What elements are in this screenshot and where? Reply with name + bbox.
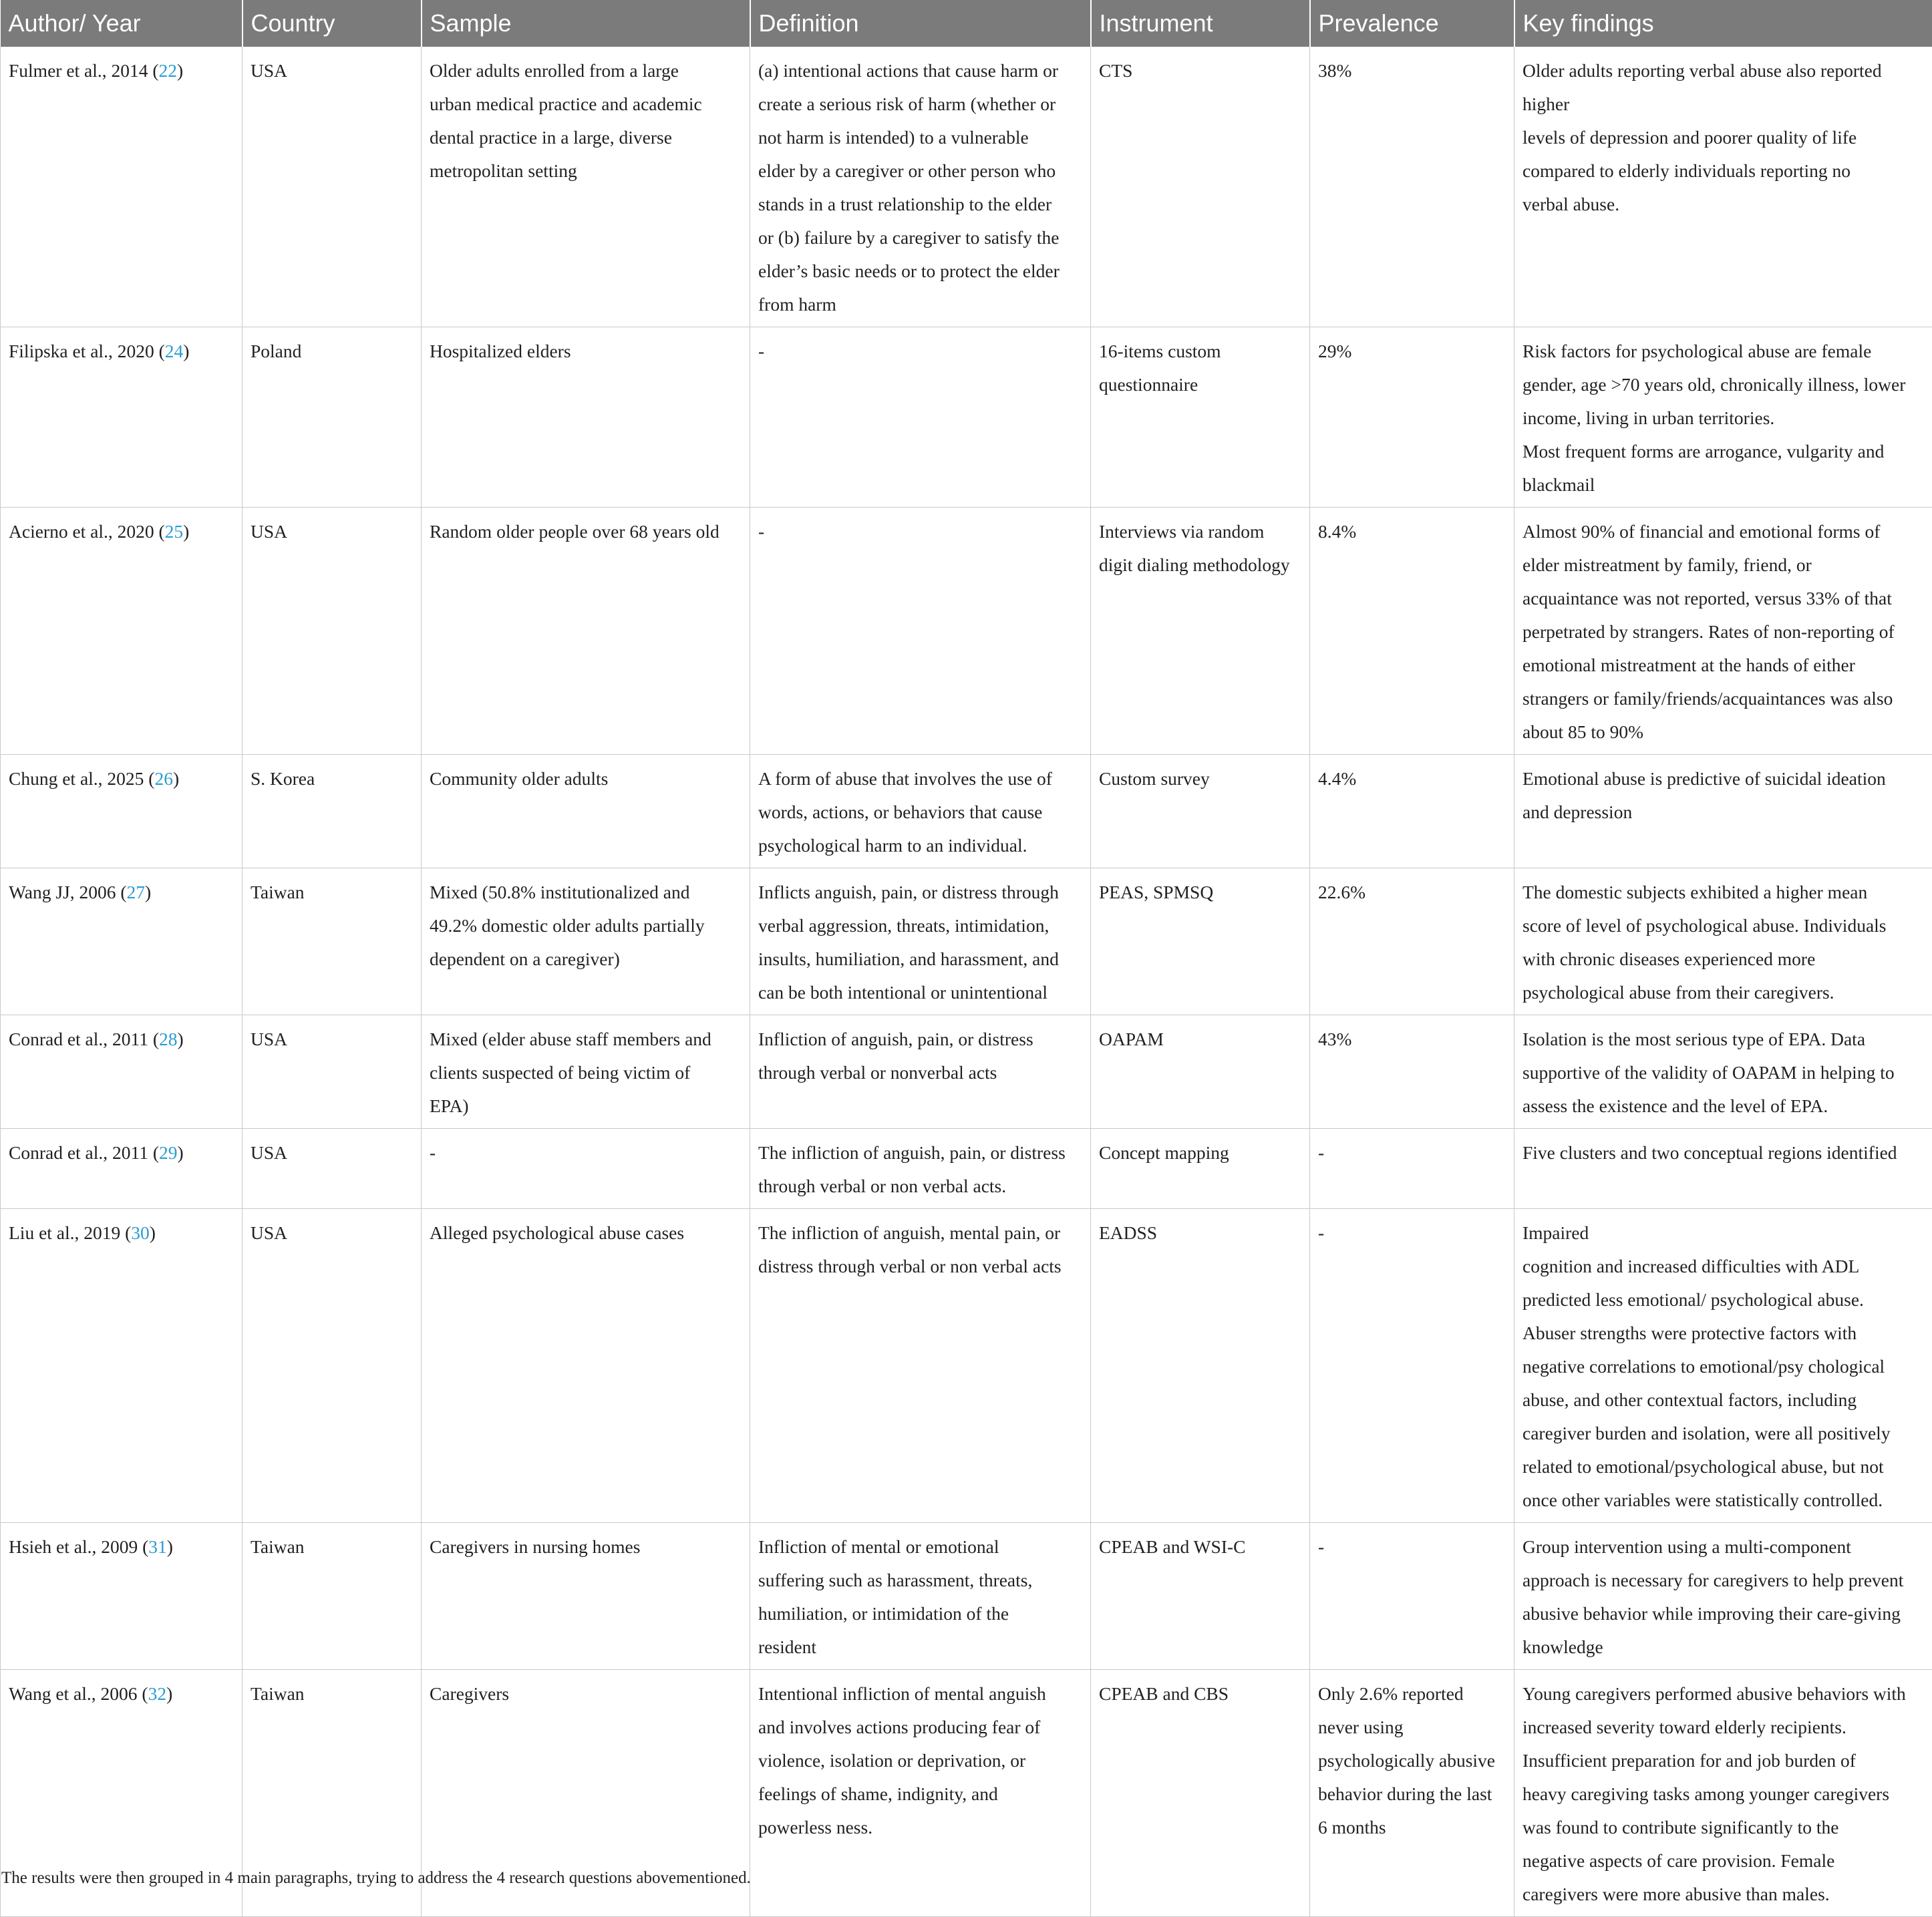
text-line: increased severity toward elderly recipients. <box>1522 1711 1924 1744</box>
text-line: Intentional infliction of mental anguish <box>758 1677 1082 1711</box>
cell-key-findings <box>1514 1015 1932 1129</box>
table-row <box>1 1209 1932 1523</box>
text-line: Five clusters and two conceptual regions identified <box>1522 1136 1924 1170</box>
text-line: Older adults reporting verbal abuse also reported <box>1522 54 1924 88</box>
text-line: Community older adults <box>430 762 742 796</box>
text-line: Caregivers <box>430 1677 742 1711</box>
text-line: emotional mistreatment at the hands of either <box>1522 649 1924 682</box>
cell-definition <box>750 1129 1091 1209</box>
table-row <box>1 1015 1932 1129</box>
text-line: Hospitalized elders <box>430 335 742 368</box>
text-line: through verbal or non verbal acts. <box>758 1170 1082 1203</box>
text-line: The infliction of anguish, mental pain, or <box>758 1216 1082 1250</box>
reference-link[interactable]: 22 <box>159 60 178 81</box>
text-line: can be both intentional or unintentional <box>758 976 1082 1009</box>
cell-prevalence <box>1310 508 1514 755</box>
text-line: distress through verbal or non verbal acts <box>758 1250 1082 1283</box>
text-line: - <box>1318 1530 1506 1564</box>
text-line: elder by a caregiver or other person who <box>758 154 1082 188</box>
table-row <box>1 755 1932 868</box>
table-body <box>1 47 1932 1917</box>
text-line: negative aspects of care provision. Female <box>1522 1844 1924 1878</box>
cell-country: Poland <box>243 327 422 508</box>
cell-instrument <box>1091 47 1310 327</box>
author-text-close: ) <box>183 341 189 361</box>
text-line: heavy caregiving tasks among younger caregivers <box>1522 1777 1924 1811</box>
cell-definition <box>750 327 1091 508</box>
cell-definition <box>750 47 1091 327</box>
text-line: CPEAB and WSI-C <box>1099 1530 1301 1564</box>
text-line: The domestic subjects exhibited a higher mean <box>1522 876 1924 909</box>
cell-instrument <box>1091 1015 1310 1129</box>
author-text: Wang et al., 2006 ( <box>9 1683 148 1704</box>
text-line: Random older people over 68 years old <box>430 515 742 548</box>
text-line: negative correlations to emotional/psy chological <box>1522 1350 1924 1383</box>
text-line: insults, humiliation, and harassment, and <box>758 942 1082 976</box>
text-line: Isolation is the most serious type of EPA. Data <box>1522 1023 1924 1056</box>
text-line: income, living in urban territories. <box>1522 401 1924 435</box>
text-line: 22.6% <box>1318 876 1506 909</box>
text-line: compared to elderly individuals reporting no <box>1522 154 1924 188</box>
text-line: related to emotional/psychological abuse, but not <box>1522 1450 1924 1484</box>
text-line: humiliation, or intimidation of the <box>758 1597 1082 1630</box>
reference-link[interactable]: 29 <box>159 1142 178 1163</box>
text-line: psychological abuse from their caregivers. <box>1522 976 1924 1009</box>
cell-author-year <box>1 1523 243 1670</box>
text-line: perpetrated by strangers. Rates of non-reporting of <box>1522 615 1924 649</box>
text-line: CPEAB and CBS <box>1099 1677 1301 1711</box>
cell-definition <box>750 1670 1091 1917</box>
text-line: Alleged psychological abuse cases <box>430 1216 742 1250</box>
cell-country: Taiwan <box>243 1523 422 1670</box>
cell-prevalence <box>1310 1015 1514 1129</box>
cell-key-findings <box>1514 868 1932 1015</box>
text-line: Insufficient preparation for and job burden of <box>1522 1744 1924 1777</box>
text-line: A form of abuse that involves the use of <box>758 762 1082 796</box>
text-line: - <box>1318 1136 1506 1170</box>
text-line: EADSS <box>1099 1216 1301 1250</box>
text-line: behavior during the last <box>1318 1777 1506 1811</box>
cell-sample <box>422 508 750 755</box>
author-text-close: ) <box>166 1683 172 1704</box>
table-row <box>1 508 1932 755</box>
text-line: 43% <box>1318 1023 1506 1056</box>
table-row <box>1 1129 1932 1209</box>
cell-key-findings <box>1514 1523 1932 1670</box>
cell-definition <box>750 1523 1091 1670</box>
cell-author-year <box>1 508 243 755</box>
text-line: dependent on a caregiver) <box>430 942 742 976</box>
text-line: Infliction of anguish, pain, or distress <box>758 1023 1082 1056</box>
cell-prevalence <box>1310 1129 1514 1209</box>
text-line: psychological harm to an individual. <box>758 829 1082 862</box>
cell-prevalence <box>1310 327 1514 508</box>
cell-instrument <box>1091 1129 1310 1209</box>
text-line: abuse, and other contextual factors, including <box>1522 1383 1924 1417</box>
text-line: from harm <box>758 288 1082 321</box>
text-line: caregivers were more abusive than males. <box>1522 1878 1924 1911</box>
author-text: Wang JJ, 2006 ( <box>9 882 127 902</box>
text-line: levels of depression and poorer quality of life <box>1522 121 1924 154</box>
text-line: Group intervention using a multi-component <box>1522 1530 1924 1564</box>
text-line: gender, age >70 years old, chronically illness, lower <box>1522 368 1924 401</box>
cell-author-year <box>1 327 243 508</box>
text-line: about 85 to 90% <box>1522 715 1924 749</box>
cell-sample <box>422 1015 750 1129</box>
author-text: Liu et al., 2019 ( <box>9 1222 131 1243</box>
cell-country: USA <box>243 1209 422 1523</box>
text-line: and depression <box>1522 796 1924 829</box>
text-line: caregiver burden and isolation, were all positively <box>1522 1417 1924 1450</box>
text-line: CTS <box>1099 54 1301 88</box>
cell-sample <box>422 755 750 868</box>
text-line: 6 months <box>1318 1811 1506 1844</box>
text-line: words, actions, or behaviors that cause <box>758 796 1082 829</box>
cell-country: USA <box>243 1015 422 1129</box>
table-row <box>1 327 1932 508</box>
cell-instrument <box>1091 1670 1310 1917</box>
cell-sample <box>422 47 750 327</box>
table-row <box>1 868 1932 1015</box>
author-text-close: ) <box>177 60 183 81</box>
text-line: Almost 90% of financial and emotional forms of <box>1522 515 1924 548</box>
cell-key-findings <box>1514 47 1932 327</box>
author-text: Conrad et al., 2011 ( <box>9 1029 159 1049</box>
reference-link[interactable]: 27 <box>127 882 146 902</box>
text-line: Most frequent forms are arrogance, vulgarity and <box>1522 435 1924 468</box>
text-line: - <box>758 515 1082 548</box>
text-line: once other variables were statistically controlled. <box>1522 1484 1924 1517</box>
text-line: (a) intentional actions that cause harm or <box>758 54 1082 88</box>
text-line: EPA) <box>430 1089 742 1123</box>
author-text-close: ) <box>145 882 151 902</box>
text-line: The infliction of anguish, pain, or distress <box>758 1136 1082 1170</box>
cell-key-findings <box>1514 755 1932 868</box>
table-row <box>1 47 1932 327</box>
text-line: score of level of psychological abuse. Individuals <box>1522 909 1924 942</box>
author-text: Fulmer et al., 2014 ( <box>9 60 159 81</box>
reference-link[interactable]: 25 <box>165 521 184 542</box>
text-line: Mixed (50.8% institutionalized and <box>430 876 742 909</box>
text-line: assess the existence and the level of EPA. <box>1522 1089 1924 1123</box>
cell-instrument <box>1091 508 1310 755</box>
cell-key-findings <box>1514 1129 1932 1209</box>
text-line: metropolitan setting <box>430 154 742 188</box>
text-line: never using <box>1318 1711 1506 1744</box>
cell-key-findings <box>1514 1209 1932 1523</box>
cell-instrument <box>1091 327 1310 508</box>
text-line: abusive behavior while improving their care-giving <box>1522 1597 1924 1630</box>
author-text: Hsieh et al., 2009 ( <box>9 1536 148 1557</box>
cell-prevalence <box>1310 1670 1514 1917</box>
text-line: and involves actions producing fear of <box>758 1711 1082 1744</box>
text-line: resident <box>758 1630 1082 1664</box>
cell-instrument <box>1091 1523 1310 1670</box>
text-line: was found to contribute significantly to the <box>1522 1811 1924 1844</box>
header-author-year: Author/ Year <box>1 0 243 47</box>
text-line: Interviews via random <box>1099 515 1301 548</box>
header-key-findings: Key findings <box>1514 0 1932 47</box>
cell-author-year <box>1 47 243 327</box>
text-line: OAPAM <box>1099 1023 1301 1056</box>
author-text: Chung et al., 2025 ( <box>9 768 154 789</box>
reference-link[interactable]: 32 <box>148 1683 167 1704</box>
cell-sample <box>422 1209 750 1523</box>
text-line: suffering such as harassment, threats, <box>758 1564 1082 1597</box>
text-line: elder mistreatment by family, friend, or <box>1522 548 1924 582</box>
text-line: powerless ness. <box>758 1811 1082 1844</box>
reference-link[interactable]: 24 <box>165 341 184 361</box>
text-line: Risk factors for psychological abuse are female <box>1522 335 1924 368</box>
text-line: Abuser strengths were protective factors with <box>1522 1317 1924 1350</box>
text-line: Inflicts anguish, pain, or distress through <box>758 876 1082 909</box>
text-line: Concept mapping <box>1099 1136 1301 1170</box>
text-line: or (b) failure by a caregiver to satisfy the <box>758 221 1082 254</box>
text-line: 4.4% <box>1318 762 1506 796</box>
text-line: Only 2.6% reported <box>1318 1677 1506 1711</box>
text-line: Caregivers in nursing homes <box>430 1530 742 1564</box>
text-line: verbal abuse. <box>1522 188 1924 221</box>
author-text: Conrad et al., 2011 ( <box>9 1142 159 1163</box>
cell-prevalence <box>1310 1523 1514 1670</box>
footnote: The results were then grouped in 4 main paragraphs, trying to address the 4 research questions abovementioned. <box>1 1867 751 1890</box>
cell-instrument <box>1091 1209 1310 1523</box>
cell-definition <box>750 868 1091 1015</box>
cell-country: USA <box>243 1129 422 1209</box>
text-line: Older adults enrolled from a large <box>430 54 742 88</box>
cell-key-findings <box>1514 508 1932 755</box>
text-line: Mixed (elder abuse staff members and <box>430 1023 742 1056</box>
text-line: blackmail <box>1522 468 1924 502</box>
text-line: Emotional abuse is predictive of suicidal ideation <box>1522 762 1924 796</box>
cell-country: USA <box>243 508 422 755</box>
text-line: with chronic diseases experienced more <box>1522 942 1924 976</box>
cell-prevalence <box>1310 868 1514 1015</box>
table-header <box>1 0 1932 47</box>
text-line: Infliction of mental or emotional <box>758 1530 1082 1564</box>
cell-prevalence <box>1310 755 1514 868</box>
header-country: Country <box>243 0 422 47</box>
cell-country: USA <box>243 47 422 327</box>
cell-definition <box>750 508 1091 755</box>
text-line: - <box>758 335 1082 368</box>
cell-author-year <box>1 1209 243 1523</box>
cell-instrument <box>1091 755 1310 868</box>
cell-prevalence <box>1310 47 1514 327</box>
cell-definition <box>750 1209 1091 1523</box>
cell-key-findings <box>1514 1670 1932 1917</box>
author-text-close: ) <box>150 1222 156 1243</box>
cell-sample <box>422 1129 750 1209</box>
table-row <box>1 1523 1932 1670</box>
text-line: supportive of the validity of OAPAM in helping to <box>1522 1056 1924 1089</box>
author-text: Filipska et al., 2020 ( <box>9 341 165 361</box>
cell-author-year <box>1 868 243 1015</box>
text-line: Young caregivers performed abusive behaviors with <box>1522 1677 1924 1711</box>
author-text: Acierno et al., 2020 ( <box>9 521 165 542</box>
reference-link[interactable]: 30 <box>131 1222 150 1243</box>
cell-country: Taiwan <box>243 1670 422 1917</box>
cell-definition <box>750 755 1091 868</box>
cell-key-findings <box>1514 327 1932 508</box>
text-line: elder’s basic needs or to protect the elder <box>758 254 1082 288</box>
text-line: 16-items custom <box>1099 335 1301 368</box>
text-line: psychologically abusive <box>1318 1744 1506 1777</box>
text-line: cognition and increased difficulties with ADL <box>1522 1250 1924 1283</box>
author-text-close: ) <box>178 1142 184 1163</box>
text-line: violence, isolation or deprivation, or <box>758 1744 1082 1777</box>
text-line: verbal aggression, threats, intimidation, <box>758 909 1082 942</box>
text-line: 29% <box>1318 335 1506 368</box>
header-prevalence: Prevalence <box>1310 0 1514 47</box>
text-line: stands in a trust relationship to the elder <box>758 188 1082 221</box>
text-line: - <box>430 1136 742 1170</box>
text-line: digit dialing methodology <box>1099 548 1301 582</box>
reference-link[interactable]: 28 <box>159 1029 178 1049</box>
text-line: clients suspected of being victim of <box>430 1056 742 1089</box>
text-line: 8.4% <box>1318 515 1506 548</box>
reference-link[interactable]: 26 <box>154 768 173 789</box>
header-instrument: Instrument <box>1091 0 1310 47</box>
cell-author-year <box>1 1015 243 1129</box>
text-line: feelings of shame, indignity, and <box>758 1777 1082 1811</box>
cell-sample <box>422 868 750 1015</box>
cell-country: Taiwan <box>243 868 422 1015</box>
text-line: create a serious risk of harm (whether or <box>758 88 1082 121</box>
text-line: not harm is intended) to a vulnerable <box>758 121 1082 154</box>
text-line: through verbal or nonverbal acts <box>758 1056 1082 1089</box>
author-text-close: ) <box>183 521 189 542</box>
text-line: 49.2% domestic older adults partially <box>430 909 742 942</box>
header-sample: Sample <box>422 0 750 47</box>
text-line: approach is necessary for caregivers to help prevent <box>1522 1564 1924 1597</box>
cell-sample <box>422 327 750 508</box>
cell-author-year <box>1 1129 243 1209</box>
text-line: knowledge <box>1522 1630 1924 1664</box>
text-line: higher <box>1522 88 1924 121</box>
text-line: 38% <box>1318 54 1506 88</box>
author-text-close: ) <box>167 1536 173 1557</box>
cell-prevalence <box>1310 1209 1514 1523</box>
cell-author-year <box>1 755 243 868</box>
cell-country: S. Korea <box>243 755 422 868</box>
cell-sample <box>422 1523 750 1670</box>
cell-definition <box>750 1015 1091 1129</box>
text-line: PEAS, SPMSQ <box>1099 876 1301 909</box>
text-line: predicted less emotional/ psychological abuse. <box>1522 1283 1924 1317</box>
text-line: Custom survey <box>1099 762 1301 796</box>
reference-link[interactable]: 31 <box>148 1536 167 1557</box>
text-line: questionnaire <box>1099 368 1301 401</box>
text-line: dental practice in a large, diverse <box>430 121 742 154</box>
author-text-close: ) <box>178 1029 184 1049</box>
author-text-close: ) <box>173 768 179 789</box>
cell-instrument <box>1091 868 1310 1015</box>
text-line: strangers or family/friends/acquaintances was also <box>1522 682 1924 715</box>
text-line: - <box>1318 1216 1506 1250</box>
text-line: Impaired <box>1522 1216 1924 1250</box>
header-definition: Definition <box>750 0 1091 47</box>
text-line: acquaintance was not reported, versus 33% of that <box>1522 582 1924 615</box>
text-line: urban medical practice and academic <box>430 88 742 121</box>
